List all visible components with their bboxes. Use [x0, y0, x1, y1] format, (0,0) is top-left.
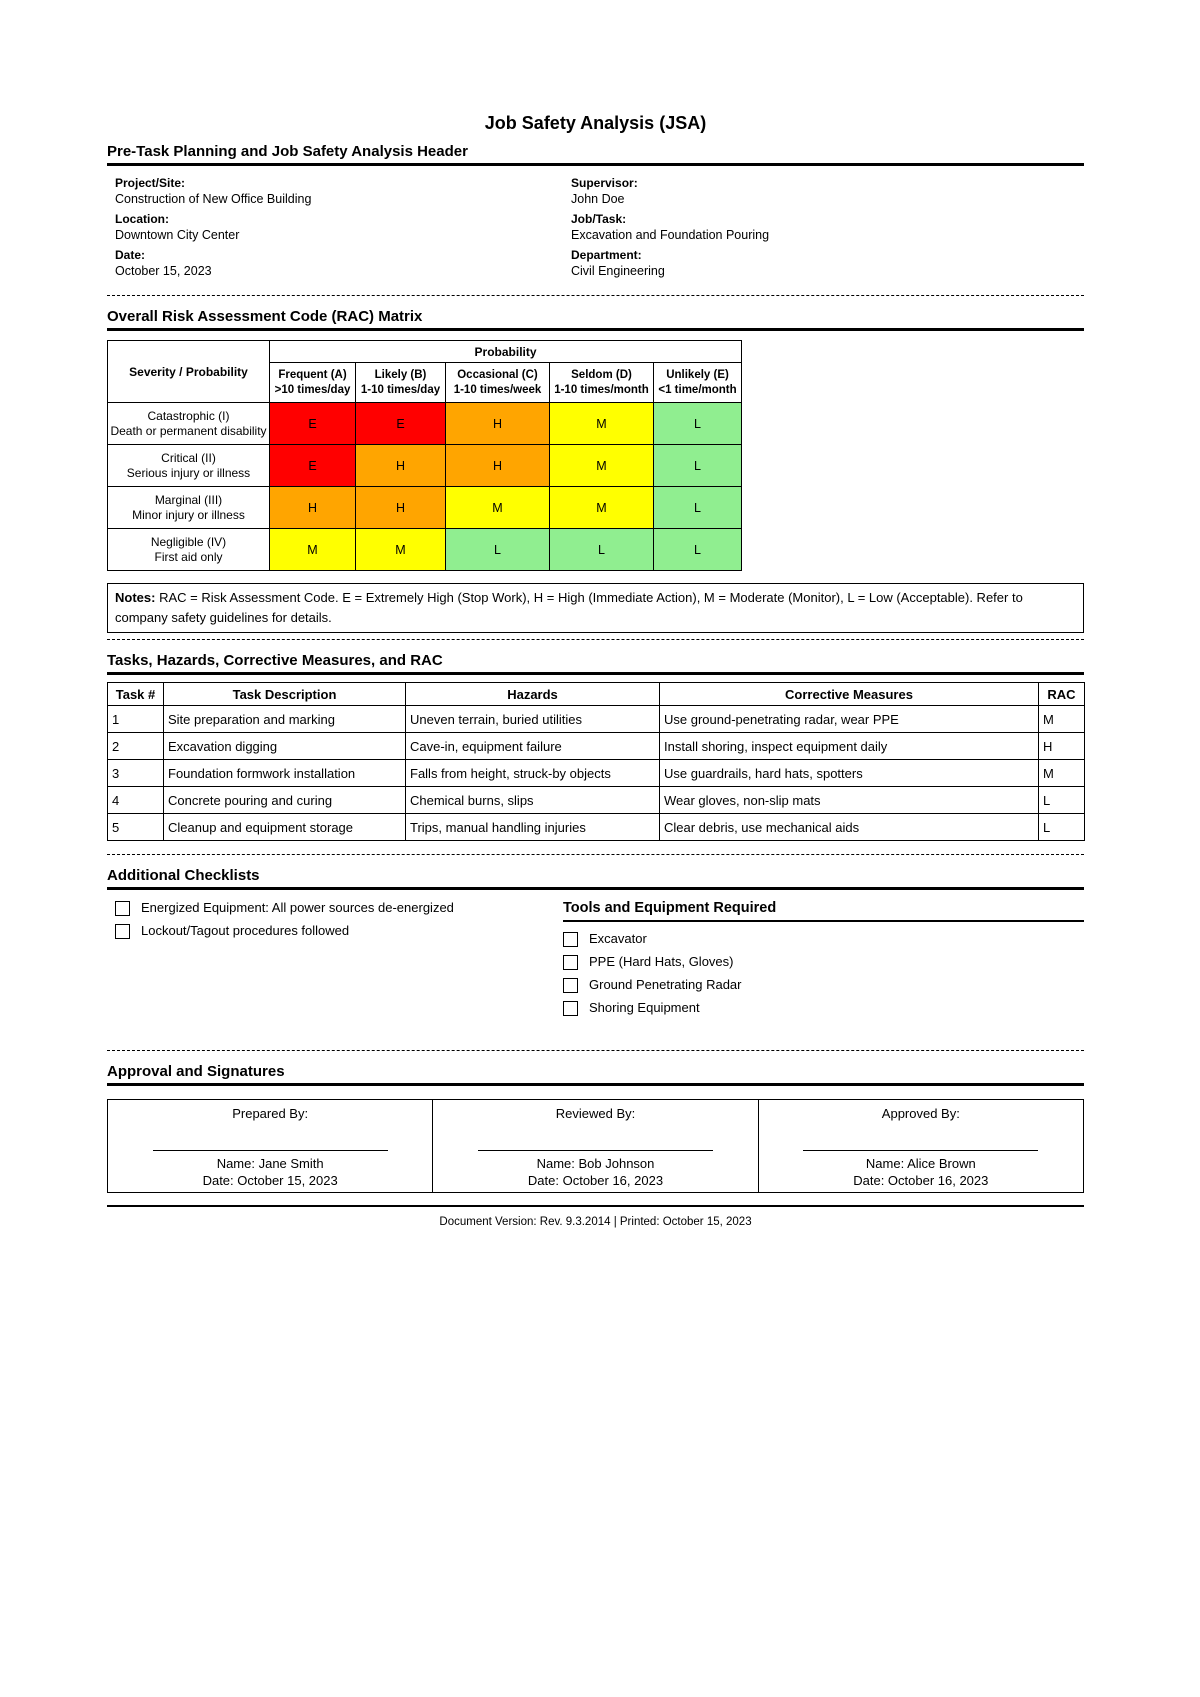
- field-label-job-task: Job/Task:: [571, 212, 627, 226]
- signature-name: Name: Jane Smith: [216, 1156, 324, 1171]
- tasks-column-header-hazards: Hazards: [406, 683, 660, 706]
- signature-title: Approved By:: [881, 1106, 960, 1121]
- column-frequency: 1-10 times/month: [554, 383, 649, 396]
- matrix-column-header-unlikely: [654, 363, 742, 403]
- matrix-rac-cell: E: [270, 445, 356, 487]
- table-row: [108, 733, 1085, 760]
- column-frequency: <1 time/month: [658, 383, 737, 396]
- matrix-rac-cell: L: [654, 403, 742, 445]
- matrix-rac-cell: H: [446, 403, 550, 445]
- matrix-rac-cell: L: [550, 529, 654, 571]
- task-measures: Clear debris, use mechanical aids: [660, 814, 1039, 841]
- matrix-severity-cell: [108, 403, 270, 445]
- pretask-section-heading: Pre-Task Planning and Job Safety Analysis Header: [107, 143, 1084, 166]
- rac-matrix-section-heading: Overall Risk Assessment Code (RAC) Matrix: [107, 308, 1084, 331]
- field-value-supervisor: John Doe: [571, 192, 625, 206]
- task-description: Excavation digging: [164, 733, 406, 760]
- task-number: 1: [108, 706, 164, 733]
- severity-name: Catastrophic (I): [147, 408, 230, 423]
- notes-box: [107, 583, 1084, 633]
- dashed-divider: [107, 1050, 1084, 1051]
- matrix-rac-cell: M: [550, 403, 654, 445]
- field-value-project-site: Construction of New Office Building: [115, 192, 312, 206]
- task-number: 2: [108, 733, 164, 760]
- field-value-department: Civil Engineering: [571, 264, 665, 278]
- tasks-column-header-rac: RAC: [1039, 683, 1085, 706]
- checklist-item-label: Ground Penetrating Radar: [589, 977, 742, 992]
- severity-description: Minor injury or illness: [132, 507, 245, 522]
- tools-heading: Tools and Equipment Required: [563, 900, 1084, 922]
- checklist-item: [563, 931, 1084, 947]
- field-department: [563, 247, 1084, 279]
- tasks-column-header-num: Task #: [108, 683, 164, 706]
- field-job-task: [563, 211, 1084, 243]
- matrix-row-marginal: [108, 487, 742, 529]
- task-number: 3: [108, 760, 164, 787]
- severity-name: Negligible (IV): [150, 534, 227, 549]
- matrix-rac-cell: L: [654, 487, 742, 529]
- column-name: Frequent (A): [278, 368, 347, 381]
- matrix-rac-cell: E: [270, 403, 356, 445]
- field-project-site: [107, 175, 563, 207]
- field-label-project-site: Project/Site:: [115, 176, 186, 190]
- field-supervisor: [563, 175, 1084, 207]
- task-hazards: Falls from height, struck-by objects: [406, 760, 660, 787]
- matrix-rac-cell: M: [270, 529, 356, 571]
- column-frequency: 1-10 times/week: [453, 383, 542, 396]
- matrix-rac-cell: H: [270, 487, 356, 529]
- checkbox-energized-equipment[interactable]: [115, 901, 130, 916]
- severity-name: Critical (II): [161, 450, 216, 465]
- task-measures: Use ground-penetrating radar, wear PPE: [660, 706, 1039, 733]
- approval-section-heading: Approval and Signatures: [107, 1063, 1084, 1086]
- matrix-rac-cell: H: [356, 487, 446, 529]
- task-description: Concrete pouring and curing: [164, 787, 406, 814]
- column-frequency: 1-10 times/day: [360, 383, 441, 396]
- task-rac: M: [1039, 706, 1085, 733]
- table-row: [108, 706, 1085, 733]
- severity-description: Death or permanent disability: [110, 423, 267, 438]
- signature-line: [478, 1150, 713, 1151]
- header-fields: [107, 175, 1084, 283]
- signature-block-prepared: [108, 1100, 432, 1192]
- task-measures: Install shoring, inspect equipment daily: [660, 733, 1039, 760]
- signature-title: Reviewed By:: [555, 1106, 636, 1121]
- checklist-item: [115, 900, 563, 916]
- matrix-rac-cell: M: [446, 487, 550, 529]
- rac-matrix-table: [107, 340, 742, 571]
- matrix-rac-cell: L: [654, 529, 742, 571]
- checklist-area: [107, 900, 1084, 1023]
- checklist-item: [563, 977, 1084, 993]
- checkbox-ground-penetrating-radar[interactable]: [563, 978, 578, 993]
- document-title: Job Safety Analysis (JSA): [484, 113, 707, 133]
- task-description: Cleanup and equipment storage: [164, 814, 406, 841]
- table-row: [108, 787, 1085, 814]
- severity-name: Marginal (III): [154, 492, 223, 507]
- checklist-item: [563, 1000, 1084, 1016]
- task-number: 4: [108, 787, 164, 814]
- matrix-rac-cell: E: [356, 403, 446, 445]
- matrix-column-header-seldom: [550, 363, 654, 403]
- matrix-severity-cell: [108, 487, 270, 529]
- notes-text: RAC = Risk Assessment Code. E = Extremely High (Stop Work), H = High (Immediate Action), M = Moderate (Monitor), L = Low (Acceptable). Refer to company safety guidelines for details.: [115, 590, 1023, 625]
- checklists-section-heading: Additional Checklists: [107, 867, 1084, 890]
- matrix-header-row-probability: [108, 341, 742, 363]
- field-label-supervisor: Supervisor:: [571, 176, 638, 190]
- document-footer: Document Version: Rev. 9.3.2014 | Printed: October 15, 2023: [439, 1216, 752, 1228]
- table-row: [108, 760, 1085, 787]
- field-label-date: Date:: [115, 248, 146, 262]
- matrix-probability-header: Probability: [270, 341, 742, 363]
- tasks-column-header-description: Task Description: [164, 683, 406, 706]
- signature-line: [803, 1150, 1038, 1151]
- matrix-rac-cell: M: [356, 529, 446, 571]
- matrix-severity-cell: [108, 445, 270, 487]
- header-fields-left-column: [107, 175, 563, 283]
- field-label-location: Location:: [115, 212, 169, 226]
- matrix-row-negligible: [108, 529, 742, 571]
- field-value-job-task: Excavation and Foundation Pouring: [571, 228, 770, 242]
- tools-equipment-column: [563, 900, 1084, 1023]
- task-rac: L: [1039, 787, 1085, 814]
- tasks-header-row: [108, 683, 1085, 706]
- additional-checklists-column: [107, 900, 563, 1023]
- matrix-rac-cell: H: [356, 445, 446, 487]
- task-hazards: Trips, manual handling injuries: [406, 814, 660, 841]
- tasks-section-heading: Tasks, Hazards, Corrective Measures, and RAC: [107, 652, 1084, 675]
- matrix-row-catastrophic: [108, 403, 742, 445]
- signature-date: Date: October 15, 2023: [202, 1173, 338, 1188]
- checklist-item-label: Shoring Equipment: [589, 1000, 700, 1015]
- checklist-item: [115, 923, 563, 939]
- field-location: [107, 211, 563, 243]
- matrix-rac-cell: M: [550, 445, 654, 487]
- notes-label: Notes:: [115, 590, 156, 605]
- matrix-corner-header: Severity / Probability: [108, 341, 270, 403]
- severity-description: Serious injury or illness: [126, 465, 251, 480]
- column-frequency: >10 times/day: [274, 383, 351, 396]
- dashed-divider: [107, 639, 1084, 640]
- jsa-document: [107, 0, 1084, 1228]
- signature-block-approved: [758, 1100, 1083, 1192]
- signature-title: Prepared By:: [232, 1106, 309, 1121]
- field-value-location: Downtown City Center: [115, 228, 240, 242]
- field-label-department: Department:: [571, 248, 642, 262]
- checkbox-lockout-tagout[interactable]: [115, 924, 130, 939]
- column-name: Occasional (C): [457, 368, 538, 381]
- task-hazards: Uneven terrain, buried utilities: [406, 706, 660, 733]
- tasks-table: [107, 682, 1085, 841]
- task-hazards: Chemical burns, slips: [406, 787, 660, 814]
- column-name: Seldom (D): [571, 368, 632, 381]
- table-row: [108, 814, 1085, 841]
- column-name: Likely (B): [374, 368, 427, 381]
- checkbox-shoring-equipment[interactable]: [563, 1001, 578, 1016]
- checkbox-ppe[interactable]: [563, 955, 578, 970]
- severity-description: First aid only: [154, 549, 223, 564]
- matrix-row-critical: [108, 445, 742, 487]
- signature-name: Name: Alice Brown: [865, 1156, 976, 1171]
- signature-date: Date: October 16, 2023: [853, 1173, 989, 1188]
- matrix-column-header-likely: [356, 363, 446, 403]
- field-date: [107, 247, 563, 279]
- checklist-item-label: Excavator: [589, 931, 647, 946]
- task-rac: H: [1039, 733, 1085, 760]
- task-rac: M: [1039, 760, 1085, 787]
- signature-box: [107, 1099, 1084, 1193]
- dashed-divider: [107, 295, 1084, 296]
- signature-name: Name: Bob Johnson: [536, 1156, 655, 1171]
- header-fields-right-column: [563, 175, 1084, 283]
- task-rac: L: [1039, 814, 1085, 841]
- field-value-date: October 15, 2023: [115, 264, 212, 278]
- task-number: 5: [108, 814, 164, 841]
- footer-rule: [107, 1205, 1084, 1207]
- signature-date: Date: October 16, 2023: [527, 1173, 664, 1188]
- checklist-item-label: PPE (Hard Hats, Gloves): [589, 954, 734, 969]
- matrix-column-header-occasional: [446, 363, 550, 403]
- column-name: Unlikely (E): [666, 368, 729, 381]
- matrix-severity-cell: [108, 529, 270, 571]
- checkbox-excavator[interactable]: [563, 932, 578, 947]
- matrix-rac-cell: L: [654, 445, 742, 487]
- checklist-item-label: Lockout/Tagout procedures followed: [141, 923, 350, 938]
- matrix-rac-cell: L: [446, 529, 550, 571]
- matrix-column-header-frequent: [270, 363, 356, 403]
- signature-block-reviewed: [432, 1100, 757, 1192]
- tasks-column-header-measures: Corrective Measures: [660, 683, 1039, 706]
- checklist-item-label: Energized Equipment: All power sources de-energized: [141, 900, 454, 915]
- signature-line: [153, 1150, 388, 1151]
- task-measures: Wear gloves, non-slip mats: [660, 787, 1039, 814]
- task-description: Site preparation and marking: [164, 706, 406, 733]
- matrix-rac-cell: M: [550, 487, 654, 529]
- task-hazards: Cave-in, equipment failure: [406, 733, 660, 760]
- checklist-item: [563, 954, 1084, 970]
- task-measures: Use guardrails, hard hats, spotters: [660, 760, 1039, 787]
- dashed-divider: [107, 854, 1084, 855]
- matrix-rac-cell: H: [446, 445, 550, 487]
- task-description: Foundation formwork installation: [164, 760, 406, 787]
